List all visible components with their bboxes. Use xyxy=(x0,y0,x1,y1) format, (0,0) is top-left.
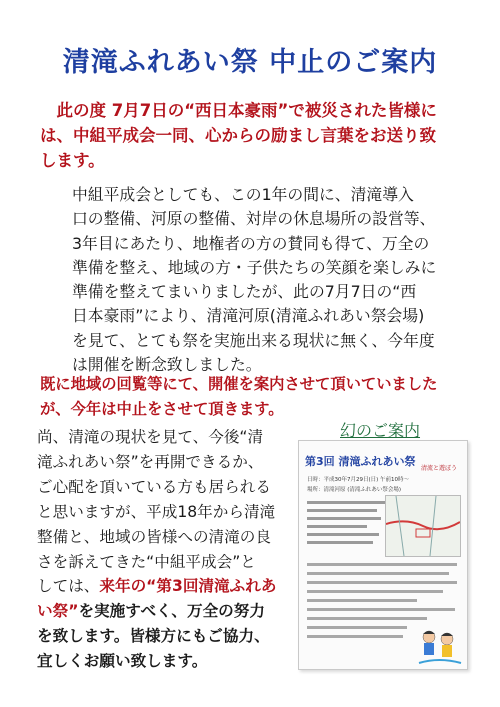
closing-line: 宜しくお願い致します。 xyxy=(37,652,208,671)
closing-highlight: 来年の“第3回清滝ふれあ xyxy=(99,577,277,596)
body-line: 口の整備、河原の整備、対岸の休息場所の設営等、 xyxy=(72,209,436,229)
flyer-date: 日時：平成30年7月29日(日) 午前10時～ xyxy=(307,477,410,483)
body-line: 中組平成会としても、この1年の間に、清滝導入 xyxy=(72,185,414,204)
closing-text: しては、 xyxy=(37,577,100,596)
closing-line xyxy=(37,599,295,624)
closing-line: と思いますが、平成18年から清滝 xyxy=(37,502,276,521)
closing-bold: を実施すべく、万全の努力 xyxy=(78,602,265,621)
body-paragraph xyxy=(72,183,462,377)
closing-paragraph xyxy=(37,425,295,674)
body-line: 準備を整えてまいりましたが、此の7月7日の“西 xyxy=(72,282,417,302)
cancel-line: が、今年は中止をさせて頂きます。 xyxy=(40,400,284,418)
intro-paragraph xyxy=(40,98,470,173)
closing-line: を致します。皆様方にもご協力、 xyxy=(37,627,270,646)
closing-line: 滝ふれあい祭”を再開できるか、 xyxy=(37,452,264,471)
flyer-list xyxy=(307,501,387,549)
closing-line: さを訴えてきた“中組平成会”と xyxy=(37,552,256,571)
flyer-label: 幻のご案内 xyxy=(340,421,421,440)
cancel-line: 既に地域の回覧等にて、開催を案内させて頂いていました xyxy=(40,375,438,393)
closing-line: ご心配を頂いている方も居られる xyxy=(37,477,271,496)
flyer-place: 場所：清滝河原 (清滝ふれあい祭会場) xyxy=(307,487,402,493)
closing-line: 尚、清滝の現状を見て、今後“清 xyxy=(37,428,264,446)
flyer-image xyxy=(298,440,468,670)
body-line: 準備を整え、地域の方・子供たちの笑顔を楽しみに xyxy=(72,257,437,277)
flyer-title: 第3回 清滝ふれあい祭 xyxy=(305,455,416,468)
intro-line: します。 xyxy=(40,151,105,170)
page-title: 清滝ふれあい祭 中止のご案内 xyxy=(62,47,438,78)
closing-line: 整備と、地域の皆様への清滝の良 xyxy=(37,527,271,546)
closing-highlight: い祭” xyxy=(37,602,79,621)
children-illustration-icon xyxy=(417,627,463,667)
cancel-notice xyxy=(40,372,476,422)
flyer-map xyxy=(385,495,461,557)
map-icon xyxy=(386,496,460,556)
body-line: を見て、とても祭を実施出来る現状に無く、今年度 xyxy=(72,330,435,350)
intro-line: は、中組平成会一同、心からの励まし言葉をお送り致 xyxy=(40,126,436,145)
closing-line xyxy=(37,574,295,599)
body-line: 日本豪雨”により、清滝河原(清滝ふれあい祭会場) xyxy=(72,306,425,326)
intro-line: 此の度 7月7日の“西日本豪雨”で被災された皆様に xyxy=(40,101,437,120)
body-line: 3年目にあたり、地権者の方の賛同も得て、万全の xyxy=(72,233,430,253)
flyer-subtitle: 清流と遊ぼう xyxy=(421,465,458,472)
body-line: は開催を断念致しました。 xyxy=(72,355,262,375)
